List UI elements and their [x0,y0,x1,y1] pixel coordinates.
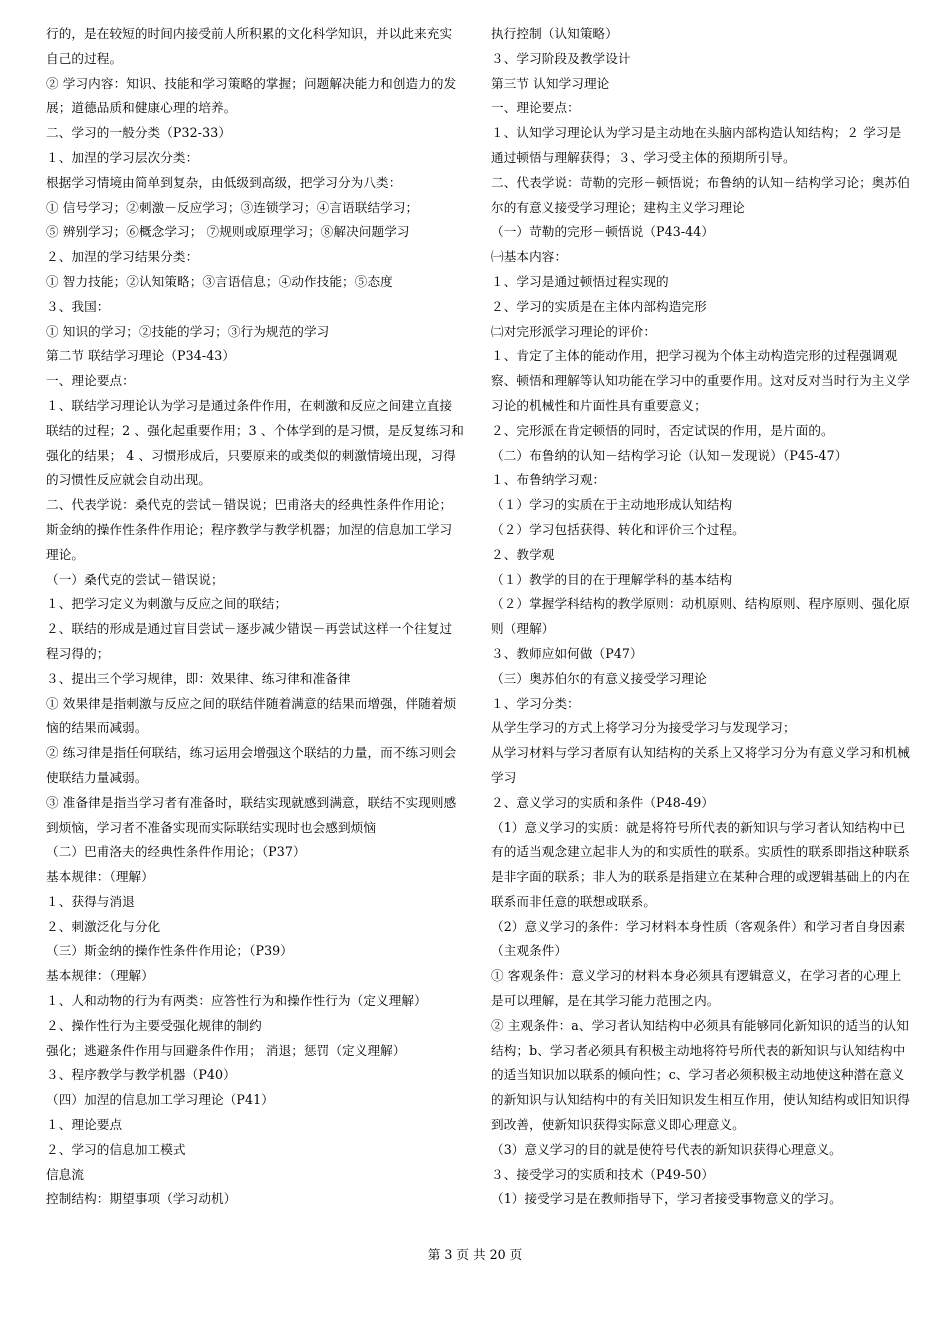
text-paragraph: 从学习材料与学习者原有认知结构的关系上又将学习分为有意义学习和机械学习 [491,745,910,785]
text-paragraph: ① 智力技能；②认知策略；③言语信息；④动作技能；⑤态度 [46,273,393,289]
text-paragraph: ① 知识的学习；②技能的学习；③行为规范的学习 [46,323,330,339]
text-paragraph: ① 客观条件：意义学习的材料本身必须具有逻辑意义，在学习者的心理上是可以理解，是在其学习能力范围之内。 [491,968,902,1009]
text-paragraph: 一、理论要点： [46,373,135,389]
text-paragraph: １、布鲁纳学习观： [491,472,606,488]
text-paragraph: （二）布鲁纳的认知－结构学习论（认知－发现说）（P45-47） [491,447,848,463]
text-paragraph: 行的，是在较短的时间内接受前人所积累的文化科学知识，并以此来充实自己的过程。 [46,26,453,66]
text-paragraph: ３、教师应如何做（P47） [491,645,643,661]
text-paragraph: ２、刺激泛化与分化 [46,918,161,934]
left-text-column [46,22,464,1212]
text-paragraph: １、联结学习理论认为学习是通过条件作用，在刺激和反应之间建立直接联结的过程；2 、强化起重要作用；3 、个体学到的是习惯，是反复练习和强化的结果； 4 、习惯形成后，只要原来的或类似的刺激情境出现，习得的习惯性反应就会自动出现。 [46,397,464,488]
text-paragraph: （3）意义学习的目的就是使符号代表的新知识获得心理意义。 [491,1141,842,1157]
text-paragraph: （１）教学的目的在于理解学科的基本结构 [491,571,733,587]
text-paragraph: 从学生学习的方式上将学习分为接受学习与发现学习； [491,720,796,736]
text-paragraph: １、人和动物的行为有两类：应答性行为和操作性行为（定义理解） [46,993,427,1009]
text-paragraph: ② 练习律是指任何联结，练习运用会增强这个联结的力量，而不练习则会使联结力量减弱。 [46,745,457,785]
text-paragraph: 第三节 认知学习理论 [491,75,610,91]
text-paragraph: 二、学习的一般分类（P32-33） [46,125,232,141]
text-paragraph: （三）斯金纳的操作性条件作用论；（P39） [46,943,293,959]
text-paragraph: ② 主观条件：a、学习者认知结构中必须具有能够同化新知识的适当的认知结构；b、学习者必须具有积极主动地将符号所代表的新知识与认知结构中的适当知识加以联系的倾向性；c、学习者必须积极主动地使这种潜在意义的新知识与认知结构中的有关旧知识发生相互作用，使认知结构或旧知识得到改善，使新知识获得实际意义即心理意义。 [491,1017,910,1133]
text-paragraph: １、肯定了主体的能动作用，把学习视为个体主动构造完形的过程强调观察、顿悟和理解等认知功能在学习中的重要作用。这对反对当时行为主义学习论的机械性和片面性具有重要意义； [491,348,910,413]
text-paragraph: ① 信号学习；②刺激－反应学习；③连锁学习；④言语联结学习； [46,199,419,215]
right-text-column [491,22,911,1212]
text-paragraph: ③ 准备律是指当学习者有准备时，联结实现就感到满意，联结不实现则感到烦恼，学习者不准备实现而实际联结实现时也会感到烦恼 [46,794,457,835]
text-paragraph: （2）意义学习的条件：学习材料本身性质（客观条件）和学习者自身因素（主观条件） [491,918,906,959]
text-paragraph: 基本规律：（理解） [46,869,154,885]
text-paragraph: （１）学习的实质在于主动地形成认知结构 [491,497,733,513]
text-paragraph: ⑤ 辨别学习；⑥概念学习； ⑦规则或原理学习；⑧解决问题学习 [46,224,410,240]
text-paragraph: ３、我国： [46,298,110,314]
page-footer: 第 3 页 共 20 页 [427,1247,523,1262]
text-paragraph: ２、意义学习的实质和条件（P48-49） [491,794,715,810]
text-paragraph: ２、学习的信息加工模式 [46,1141,186,1157]
text-paragraph: （1）意义学习的实质：就是将符号所代表的新知识与学习者认知结构中已有的适当观念建立起非人为的和实质性的联系。实质性的联系即指这种联系是非字面的联系；非人为的联系是指建立在某种合理的或逻辑基础上的内在联系而非任意的联想或联系。 [491,819,910,909]
text-paragraph: 信息流 [46,1166,85,1182]
text-paragraph: （一）桑代克的尝试－错误说； [46,571,224,587]
text-paragraph: （二）巴甫洛夫的经典性条件作用论；（P37） [46,844,306,860]
text-paragraph: （三）奥苏伯尔的有意义接受学习理论 [491,670,707,686]
text-paragraph: ３、学习阶段及教学设计 [491,50,631,66]
text-paragraph: ２、操作性行为主要受强化规律的制约 [46,1017,262,1033]
text-paragraph: （一）苛勒的完形－顿悟说（P43-44） [491,224,715,240]
text-paragraph: ㈠基本内容： [491,249,568,265]
text-paragraph: 根据学习情境由简单到复杂，由低级到高级，把学习分为八类： [46,174,402,190]
text-paragraph: １、学习是通过顿悟过程实现的 [491,273,669,289]
text-paragraph: 基本规律：（理解） [46,968,154,984]
text-paragraph: 控制结构：期望事项（学习动机） [46,1191,237,1207]
text-paragraph: 第二节 联结学习理论（P34-43） [46,348,236,364]
text-paragraph: 斯金纳的操作性条件作用论；程序教学与教学机器；加涅的信息加工学习理论。 [46,521,453,562]
text-paragraph: １、学习分类： [491,695,580,711]
text-paragraph: ２、联结的形成是通过盲目尝试－逐步减少错误－再尝试这样一个往复过程习得的； [46,621,453,661]
text-paragraph: ② 学习内容：知识、技能和学习策略的掌握；问题解决能力和创造力的发展；道德品质和健康心理的培养。 [46,75,457,116]
text-paragraph: １、理论要点 [46,1117,123,1133]
text-paragraph: 二、代表学说：桑代克的尝试－错误说；巴甫洛夫的经典性条件作用论； [46,497,453,513]
text-paragraph: （1）接受学习是在教师指导下，学习者接受事物意义的学习。 [491,1191,842,1207]
text-paragraph: （四）加涅的信息加工学习理论（P41） [46,1092,274,1108]
text-paragraph: １、认知学习理论认为学习是主动地在头脑内部构造认知结构；２ 学习是通过顿悟与理解获得；３、学习受主体的预期所引导。 [491,125,902,165]
text-paragraph: ① 效果律是指刺激与反应之间的联结伴随着满意的结果而增强，伴随着烦恼的结果而减弱。 [46,695,457,736]
text-paragraph: ㈡对完形派学习理论的评价： [491,323,657,339]
text-paragraph: 二、代表学说：苛勒的完形－顿悟说；布鲁纳的认知－结构学习论；奥苏伯尔的有意义接受学习理论；建构主义学习理论 [491,174,910,215]
text-paragraph: ２、教学观 [491,546,555,562]
text-paragraph: 强化；逃避条件作用与回避条件作用； 消退；惩罚（定义理解） [46,1042,406,1058]
text-paragraph: １、把学习定义为刺激与反应之间的联结； [46,596,288,612]
text-paragraph: ２、完形派在肯定顿悟的同时，否定试误的作用，是片面的。 [491,422,834,438]
text-paragraph: ３、程序教学与教学机器（P40） [46,1067,236,1083]
text-paragraph: （２）学习包括获得、转化和评价三个过程。 [491,521,745,537]
text-paragraph: ２、加涅的学习结果分类： [46,249,199,265]
text-paragraph: 执行控制（认知策略） [491,26,618,41]
text-paragraph: 一、理论要点： [491,100,580,116]
text-paragraph: １、加涅的学习层次分类： [46,149,199,165]
text-paragraph: ２、学习的实质是在主体内部构造完形 [491,298,707,314]
text-paragraph: （２）掌握学科结构的教学原则：动机原则、结构原则、程序原则、强化原则（理解） [491,596,910,637]
text-paragraph: １、获得与消退 [46,893,135,909]
text-paragraph: ３、接受学习的实质和技术（P49-50） [491,1166,715,1182]
text-paragraph: ３、提出三个学习规律，即：效果律、练习律和准备律 [46,670,351,686]
